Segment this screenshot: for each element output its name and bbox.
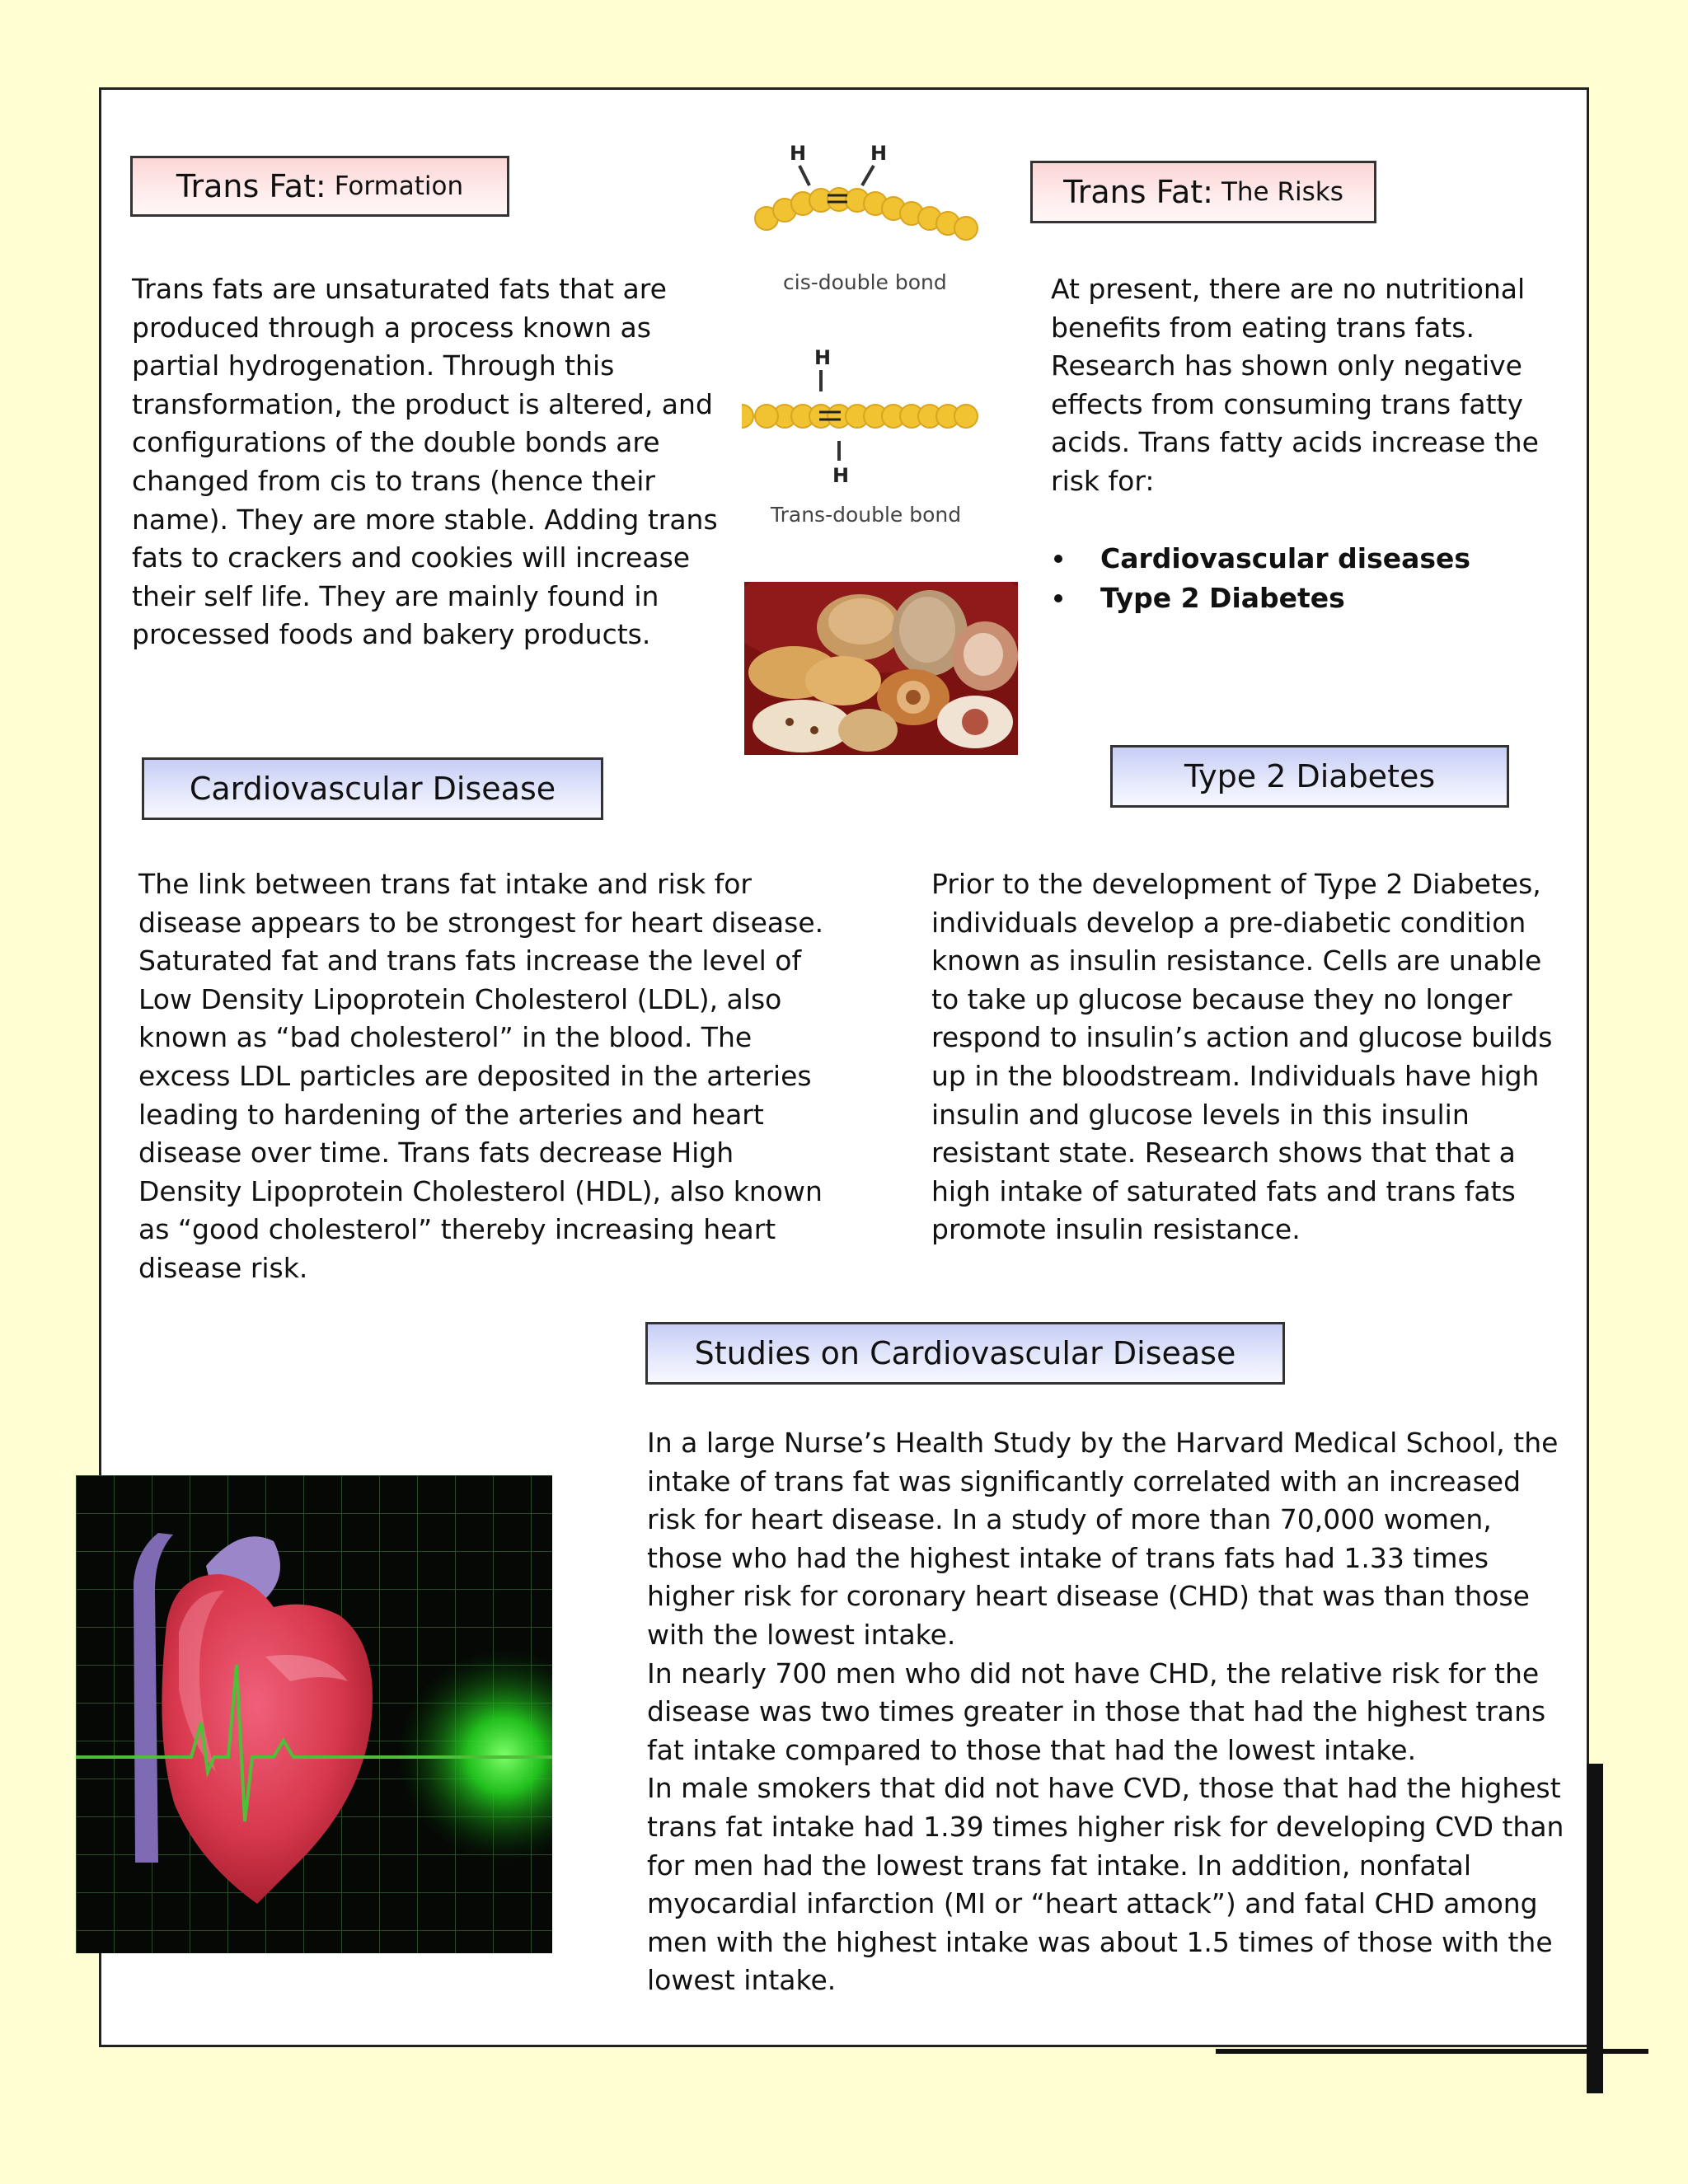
risks-list: [1051, 539, 1470, 618]
risks-body: At present, there are no nutritional benefits from eating trans fats. Research has shown only negative effects from consuming trans fatty acids. Trans fatty acids increase the risk for:: [1051, 273, 1539, 497]
cis-hydrogen-right: H: [870, 142, 888, 165]
diabetes-title: Type 2 Diabetes: [1184, 758, 1436, 794]
formation-title: Trans Fat:: [176, 168, 326, 204]
list-item: Cardiovascular diseases: [1051, 539, 1470, 579]
trans-hydrogen-top: H: [814, 346, 832, 369]
cardio-body: The link between trans fat intake and risk for disease appears to be strongest for heart disease. Saturated fat and trans fats increase the level of Low Density Lipoprotein Cholesterol (LDL), also known as “bad cholesterol” in the blood. The excess LDL particles are deposited in the arteries leading to hardening of the arteries and heart disease over time. Trans fats decrease High Density Lipoprotein Cholesterol (HDL), also known as “good cholesterol” thereby increasing heart disease risk.: [138, 868, 824, 1284]
list-item: Type 2 Diabetes: [1051, 579, 1470, 618]
studies-body: In a large Nurse’s Health Study by the Harvard Medical School, the intake of trans fat was significantly correlated with an increased risk for heart disease. In a study of more than 70,000 women, those who had the highest intake of trans fats had 1.33 times higher risk for coronary heart disease (CHD) that was than those with the lowest intake. In nearly 700 men who did not have CHD, the relative risk for the disease was two times greater in those that had the highest trans fat intake compared to those that had the lowest intake. In male smokers that did not have CVD, those that had the highest trans fat intake had 1.39 times higher risk for developing CVD than for men had the lowest trans fat intake. In addition, nonfatal myocardial infarction (MI or “heart attack”) and fatal CHD among men with the highest intake was about 1.5 times of those with the lowest intake.: [647, 1427, 1564, 1997]
trans-bead: [755, 405, 778, 428]
studies-title: Studies on Cardiovascular Disease: [694, 1335, 1236, 1371]
diabetes-body: Prior to the development of Type 2 Diabetes, individuals develop a pre-diabetic condition known as insulin resistance. Cells are unable to take up glucose because they no longer respond to insulin’s action and glucose builds up in the bloodstream. Individuals have high insulin and glucose levels in this insulin resistant state. Research shows that that a high intake of saturated fats and trans fats promote insulin resistance.: [931, 868, 1553, 1246]
cis-bond-label: cis-double bond: [783, 270, 947, 294]
cis-bond-stick-left: [799, 166, 809, 185]
trans-bead: [742, 405, 753, 428]
cardio-heading: [142, 757, 603, 820]
trans-hydrogen-bottom: H: [832, 464, 850, 487]
risks-heading: [1030, 161, 1376, 223]
risks-title: Trans Fat:: [1063, 174, 1213, 210]
bakery-products-image: [744, 582, 1018, 755]
trans-bond-label: Trans-double bond: [771, 503, 962, 527]
trans-bead: [954, 405, 978, 428]
cis-hydrogen-left: H: [790, 142, 807, 165]
cardio-title: Cardiovascular Disease: [189, 771, 556, 807]
decorative-corner-line: [1216, 2049, 1648, 2054]
cis-bead: [954, 217, 978, 240]
formation-body: Trans fats are unsaturated fats that are produced through a process known as partial hydrogenation. Through this transformation, the product is altered, and configurations of the double bonds are changed from cis to trans (hence their name). They are more stable. Adding trans fats to crackers and cookies will increase their self life. They are mainly found in processed foods and bakery products.: [132, 273, 718, 651]
trans-bond-chain: [742, 367, 989, 466]
formation-subtitle: Formation: [334, 171, 464, 201]
formation-heading: [130, 156, 509, 217]
studies-heading: [645, 1322, 1285, 1385]
heart-monitor-image: [76, 1475, 552, 1953]
decorative-corner-bar: [1587, 1764, 1603, 2093]
diabetes-heading: [1110, 745, 1509, 808]
cis-bond-chain: [742, 161, 989, 268]
risks-subtitle: The Risks: [1221, 177, 1343, 207]
cis-bond-stick-right: [862, 166, 874, 185]
